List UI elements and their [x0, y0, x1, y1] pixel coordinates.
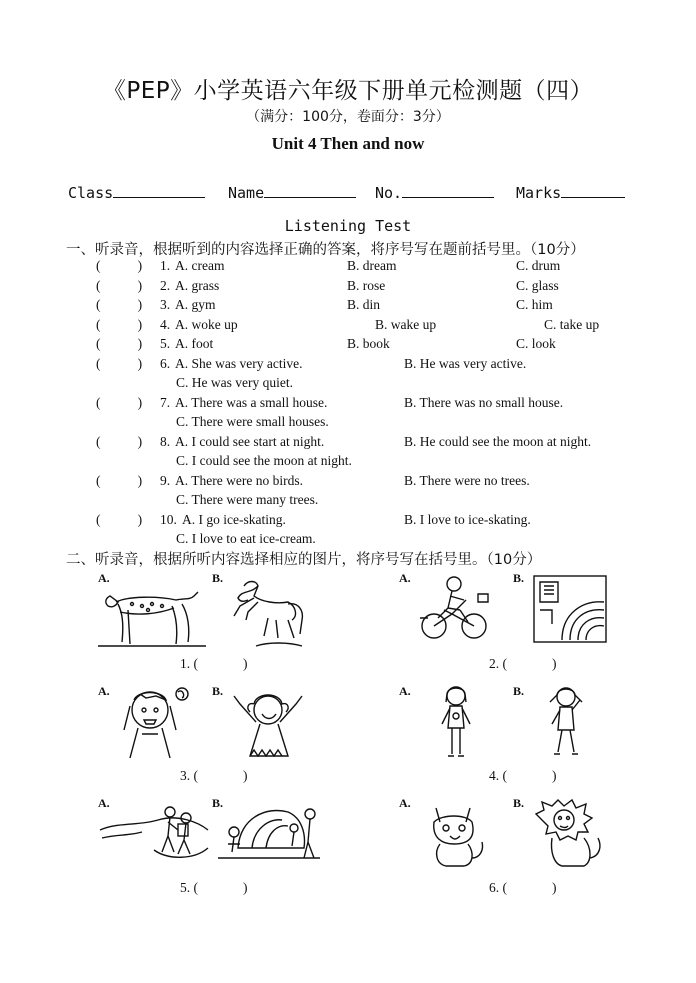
option-b[interactable]: B. He was very active. [404, 356, 527, 371]
option-a-label: A. [98, 684, 110, 698]
pigtail-girl-icon [544, 684, 588, 760]
section2-heading: 二、听录音，根据所听内容选择相应的图片，将序号写在括号里。（10分） [66, 552, 542, 568]
happy-girl-icon [228, 684, 310, 760]
listening-test-title: Listening Test [284, 217, 412, 235]
answer-bracket[interactable]: ( ) [96, 473, 143, 488]
option-c[interactable]: C. drum [516, 258, 561, 273]
option-b[interactable]: B. I love to ice-skating. [404, 512, 531, 527]
option-c[interactable]: C. I could see the moon at night. [176, 453, 352, 468]
option-c[interactable]: C. I love to eat ice-cream. [176, 531, 316, 546]
option-b[interactable]: B. He could see the moon at night. [404, 434, 592, 449]
boy-on-bicycle-icon [416, 574, 492, 644]
page-title: 《PEP》小学英语六年级下册单元检测题（四） [102, 78, 594, 104]
answer-bracket[interactable]: ( ) [96, 434, 143, 449]
marks-label: Marks [516, 184, 562, 202]
answer-slot[interactable] [509, 880, 555, 898]
question-number: 5. [180, 880, 191, 895]
option-c[interactable]: C. take up [544, 317, 600, 332]
option-a[interactable]: A. There were no birds. [175, 473, 303, 488]
option-a-label: A. [399, 571, 411, 585]
question-number: 1. [180, 656, 191, 671]
answer-slot[interactable] [509, 656, 555, 674]
option-c[interactable]: C. There were small houses. [176, 414, 329, 429]
question-number: 7. [160, 395, 171, 410]
hikers-icon [98, 800, 210, 862]
question-number: 6. [489, 880, 500, 895]
option-c[interactable]: C. glass [516, 278, 559, 293]
option-a[interactable]: A. She was very active. [175, 356, 303, 371]
section1-heading: 一、听录音，根据听到的内容选择正确的答案，将序号写在题前括号里。（10分） [66, 242, 585, 258]
option-a-label: A. [98, 796, 110, 810]
option-b[interactable]: B. wake up [375, 317, 437, 332]
answer-slot[interactable] [200, 880, 246, 898]
tent-camping-icon [218, 798, 320, 862]
class-field[interactable] [68, 183, 205, 202]
option-a[interactable]: A. grass [175, 278, 220, 293]
answer-slot[interactable] [509, 768, 555, 786]
option-b[interactable]: B. rose [347, 278, 386, 293]
answer-bracket[interactable]: ( ) [96, 317, 143, 332]
answer-bracket[interactable]: ( ) [96, 395, 143, 410]
option-b-label: B. [212, 571, 224, 585]
class-label: Class [68, 184, 114, 202]
name-label: Name [228, 184, 265, 202]
question-number: 10. [160, 512, 177, 527]
option-b[interactable]: B. book [347, 336, 390, 351]
option-b-label: B. [513, 571, 525, 585]
option-b-label: B. [212, 796, 224, 810]
worried-boy-icon [116, 682, 196, 760]
option-a-label: A. [399, 684, 411, 698]
option-a[interactable]: A. foot [175, 336, 214, 351]
answer-bracket[interactable]: ( ) [96, 258, 143, 273]
option-b[interactable]: B. din [347, 297, 381, 312]
option-b-label: B. [513, 684, 525, 698]
marks-field[interactable] [516, 183, 625, 202]
option-a-label: A. [399, 796, 411, 810]
option-c[interactable]: C. him [516, 297, 553, 312]
question-number: 3. [180, 768, 191, 783]
question-number: 8. [160, 434, 171, 449]
question-number: 9. [160, 473, 171, 488]
option-a[interactable]: A. gym [175, 297, 216, 312]
option-a[interactable]: A. I go ice-skating. [182, 512, 286, 527]
option-a[interactable]: A. I could see start at night. [175, 434, 325, 449]
answer-bracket[interactable]: ( ) [96, 336, 143, 351]
answer-slot[interactable] [200, 656, 246, 674]
answer-bracket[interactable]: ( ) [96, 278, 143, 293]
answer-bracket[interactable]: ( ) [96, 512, 143, 527]
cheetah-icon [98, 582, 206, 650]
option-c[interactable]: C. look [516, 336, 556, 351]
question-number: 6. [160, 356, 171, 371]
score-note: （满分：100分，卷面分：3分） [246, 109, 450, 125]
running-track-icon [532, 574, 608, 644]
option-b[interactable]: B. dream [347, 258, 397, 273]
question-number: 2. [489, 656, 500, 671]
name-field[interactable] [228, 183, 356, 202]
option-a[interactable]: A. woke up [175, 317, 238, 332]
question-number: 5. [160, 336, 171, 351]
horse-icon [228, 576, 308, 648]
question-number: 2. [160, 278, 171, 293]
answer-slot[interactable] [200, 768, 246, 786]
short-hair-girl-icon [438, 684, 474, 760]
option-a[interactable]: A. There was a small house. [175, 395, 328, 410]
question-number: 1. [160, 258, 171, 273]
cat-icon [422, 798, 488, 870]
option-a[interactable]: A. cream [175, 258, 225, 273]
lion-icon [530, 798, 606, 870]
answer-bracket[interactable]: ( ) [96, 297, 143, 312]
option-c[interactable]: C. He was very quiet. [176, 375, 293, 390]
answer-bracket[interactable]: ( ) [96, 356, 143, 371]
number-label: No. [375, 184, 403, 202]
option-a-label: A. [98, 571, 110, 585]
option-b[interactable]: B. There were no trees. [404, 473, 530, 488]
question-number: 3. [160, 297, 171, 312]
question-number: 4. [489, 768, 500, 783]
number-field[interactable] [375, 183, 494, 202]
option-b-label: B. [212, 684, 224, 698]
unit-title: Unit 4 Then and now [271, 134, 425, 153]
option-b-label: B. [513, 796, 525, 810]
option-c[interactable]: C. There were many trees. [176, 492, 319, 507]
option-b[interactable]: B. There was no small house. [404, 395, 564, 410]
question-number: 4. [160, 317, 171, 332]
